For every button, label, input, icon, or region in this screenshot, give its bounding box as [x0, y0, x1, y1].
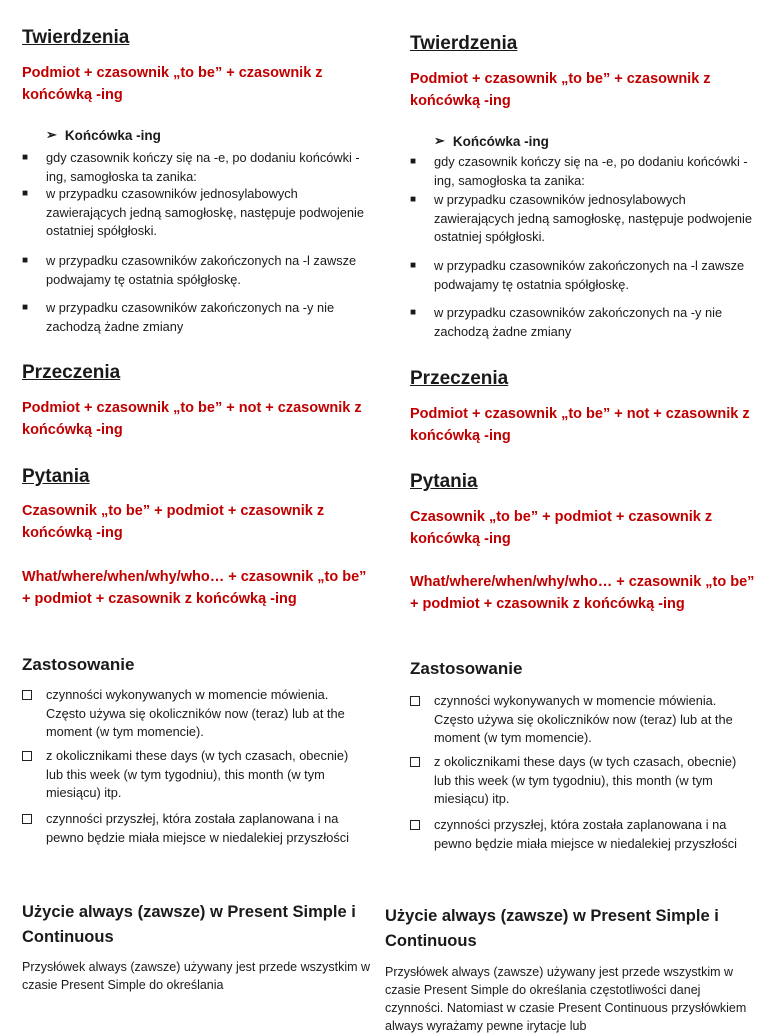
list-item: czynności wykonywanych w momencie mówienia. Często używa się okoliczników now (teraz) lub at the moment (w tym momencie). [22, 686, 367, 742]
square-bullet-icon: ■ [22, 255, 29, 266]
always-paragraph: Przysłówek always (zawsze) używany jest przede wszystkim w czasie Present Simple do określania częstotliwości danej czynności. Natomiast w czasie Present Continuous przysłówkiem always wyrażamy pewne irytacje lub [385, 965, 747, 1033]
arrow-bullet-icon: ➢ [434, 133, 445, 148]
arrow-bullet-icon: ➢ [46, 127, 57, 142]
przeczenia-formula: Podmiot + czasownik „to be” + not + czasownik z końcówką -ing [22, 400, 362, 438]
koncowka-subheading [46, 127, 161, 143]
checkbox-bullet-icon [410, 757, 420, 767]
checkbox-bullet-icon [410, 696, 420, 706]
list-item: ■ w przypadku czasowników zakończonych na -y nie zachodzą żadne zmiany [22, 299, 367, 336]
list-item: ■ w przypadku czasowników jednosylabowych zawierających jedną samogłoskę, następuje podwojenie ostatniej spółgłoski. [22, 185, 367, 241]
pytania-heading: Pytania [22, 466, 90, 487]
zastosowanie-heading: Zastosowanie [410, 659, 523, 678]
square-bullet-icon: ■ [22, 302, 29, 313]
przeczenia-heading: Przeczenia [22, 362, 121, 383]
checkbox-bullet-icon [22, 690, 32, 700]
przeczenia-heading: Przeczenia [410, 368, 509, 389]
list-item: ■ w przypadku czasowników zakończonych na -y nie zachodzą żadne zmiany [410, 304, 755, 341]
square-bullet-icon: ■ [410, 194, 417, 205]
pytania-formula-2: What/where/when/why/who… + czasownik „to be” + podmiot + czasownik z końcówką -ing [22, 569, 367, 607]
always-heading: Użycie always (zawsze) w Present Simple i Continuous [22, 903, 356, 946]
pytania-formula-1: Czasownik „to be” + podmiot + czasownik z końcówką -ing [22, 503, 325, 541]
list-item: czynności wykonywanych w momencie mówienia. Często używa się okoliczników now (teraz) lub at the moment (w tym momencie). [410, 692, 755, 748]
twierdzenia-heading: Twierdzenia [22, 27, 130, 48]
zastosowanie-heading: Zastosowanie [22, 655, 135, 674]
list-item: ■ gdy czasownik kończy się na -e, po dodaniu końcówki -ing, samogłoska ta zanika: [22, 149, 367, 186]
square-bullet-icon: ■ [22, 152, 29, 163]
square-bullet-icon: ■ [410, 156, 417, 167]
checkbox-bullet-icon [410, 820, 420, 830]
koncowka-label: Końcówka -ing [64, 127, 161, 143]
checkbox-bullet-icon [22, 751, 32, 761]
pytania-heading: Pytania [410, 471, 478, 492]
square-bullet-icon: ■ [410, 260, 417, 271]
list-item: ■ w przypadku czasowników zakończonych na -l zawsze podwajamy tę ostatnia spółgłoskę. [22, 252, 367, 289]
twierdzenia-heading: Twierdzenia [410, 33, 518, 54]
list-item: z okolicznikami these days (w tych czasach, obecnie) lub this week (w tym tygodniu), this month (w tym miesiącu) itp. [410, 753, 755, 809]
twierdzenia-formula: Podmiot + czasownik „to be” + czasownik z końcówką -ing [410, 71, 711, 109]
always-heading: Użycie always (zawsze) w Present Simple i Continuous [385, 907, 719, 950]
square-bullet-icon: ■ [410, 307, 417, 318]
koncowka-label: Końcówka -ing [452, 133, 549, 149]
pytania-formula-1: Czasownik „to be” + podmiot + czasownik z końcówką -ing [410, 509, 713, 547]
list-item: ■ w przypadku czasowników zakończonych na -l zawsze podwajamy tę ostatnia spółgłoskę. [410, 257, 755, 294]
koncowka-subheading [434, 133, 549, 149]
list-item: ■ gdy czasownik kończy się na -e, po dodaniu końcówki -ing, samogłoska ta zanika: [410, 153, 755, 190]
przeczenia-formula: Podmiot + czasownik „to be” + not + czasownik z końcówką -ing [410, 406, 750, 444]
checkbox-bullet-icon [22, 814, 32, 824]
always-paragraph: Przysłówek always (zawsze) używany jest przede wszystkim w czasie Present Simple do określania [22, 960, 371, 992]
square-bullet-icon: ■ [22, 188, 29, 199]
pytania-formula-2: What/where/when/why/who… + czasownik „to be” + podmiot + czasownik z końcówką -ing [410, 574, 755, 612]
list-item: z okolicznikami these days (w tych czasach, obecnie) lub this week (w tym tygodniu), this month (w tym miesiącu) itp. [22, 747, 367, 803]
list-item: czynności przyszłej, która została zaplanowana i na pewno będzie miała miejsce w niedalekiej przyszłości [410, 816, 755, 853]
twierdzenia-formula: Podmiot + czasownik „to be” + czasownik z końcówką -ing [22, 65, 323, 103]
list-item: ■ w przypadku czasowników jednosylabowych zawierających jedną samogłoskę, następuje podwojenie ostatniej spółgłoski. [410, 191, 755, 247]
list-item: czynności przyszłej, która została zaplanowana i na pewno będzie miała miejsce w niedalekiej przyszłości [22, 810, 367, 847]
